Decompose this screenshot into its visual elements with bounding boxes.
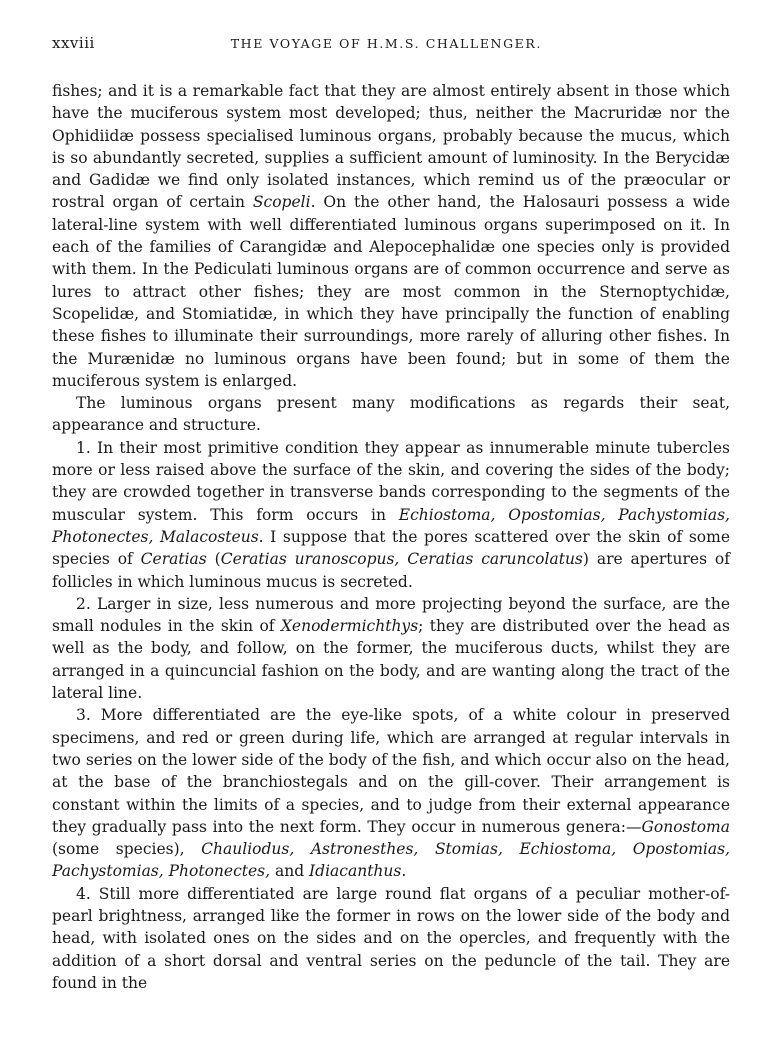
text-run: 1. In their most primitive condition they appear as innumerable minute tubercles more or less raised above the surface of the skin, and covering the sides of the body; they are crowded together in transverse bands corresponding to the segments of the muscular system. This form occurs in xyxy=(52,438,730,524)
italic-text: Ceratias uranoscopus, Ceratias caruncolatus xyxy=(220,550,583,569)
paragraph xyxy=(52,704,730,882)
text-run: 4. Still more differentiated are large round flat organs of a peculiar mother-of-pearl brightness, arranged like the former in rows on the lower side of the body and head, with isolated ones on the sides and on the opercles, and frequently with the addition of a short dorsal and ventral series on the peduncle of the tail. They are found in the xyxy=(52,884,730,992)
paragraph xyxy=(52,437,730,593)
paragraph xyxy=(52,593,730,704)
page-number: xxviii xyxy=(52,34,95,52)
italic-text: Xenodermichthys xyxy=(280,617,419,636)
text-run: . On the other hand, the Halosauri possess a wide lateral-line system with well differentiated luminous organs superimposed on it. In each of the families of Carangidæ and Alepocephalidæ one species only is provided with them. In the Pediculati luminous organs are of common occurrence and serve as lures to attract other fishes; they are most common in the Sternoptychidæ, Scopelidæ, and Stomiatidæ, in which they have principally the function of enabling these fishes to illuminate their surroundings, more rarely of alluring other fishes. In the Murænidæ no luminous organs have been found; but in some of them the muciferous system is enlarged. xyxy=(52,193,730,390)
text-run: fishes; and it is a remarkable fact that they are almost entirely absent in those which have the muciferous system most developed; thus, neither the Macruridæ nor the Ophidiidæ possess specialised luminous organs, probably because the mucus, which is so abundantly secreted, supplies a sufficient amount of luminosity. In the Berycidæ and Gadidæ we find only isolated instances, which remind us of the præocular or rostral organ of certain xyxy=(52,82,730,212)
italic-text: Chauliodus, Astronesthes, Stomias, Echiostoma, Opostomias, Pachystomias, Photonectes, xyxy=(52,840,730,881)
running-title: THE VOYAGE OF H.M.S. CHALLENGER. xyxy=(230,36,542,51)
text-run: ( xyxy=(206,550,221,569)
body-text xyxy=(52,80,730,994)
italic-text: Gonostoma xyxy=(641,817,730,836)
paragraph xyxy=(52,883,730,994)
text-run: ) are apertures of follicles in which luminous mucus is secreted. xyxy=(52,550,730,591)
text-run: 3. More differentiated are the eye-like spots, of a white colour in preserved specimens, and red or green during life, which are arranged at regular intervals in two series on the lower side of the body of the fish, and which occur also on the head, at the base of the branchiostegals and on the gill-cover. Their arrangement is constant within the limits of a species, and to judge from their external appearance they gradually pass into the next form. They occur in numerous genera:— xyxy=(52,706,730,836)
italic-text: Ceratias xyxy=(140,550,207,569)
paragraph xyxy=(52,80,730,392)
italic-text: Idiacanthus xyxy=(309,862,402,881)
italic-text: Echiostoma, Opostomias, Pachystomias, Photonectes, Malacosteus xyxy=(52,505,730,546)
text-run: and xyxy=(270,862,310,881)
page-header xyxy=(52,34,730,64)
text-run: 2. Larger in size, less numerous and more projecting beyond the surface, are the small nodules in the skin of xyxy=(52,594,730,636)
text-run: ; they are distributed over the head as well as the body, and follow, on the former, the muciferous ducts, whilst they are arranged in a quincuncial fashion on the body, and are wanting along the tract of the lateral line. xyxy=(52,617,730,703)
italic-text: Scopeli xyxy=(252,193,311,212)
text-run: (some species), xyxy=(52,840,202,859)
paragraph xyxy=(52,392,730,437)
text-run: . I suppose that the pores scattered over the skin of some species of xyxy=(52,527,731,569)
text-run: . xyxy=(401,862,407,881)
text-run: The luminous organs present many modifications as regards their seat, appearance and structure. xyxy=(52,394,730,435)
